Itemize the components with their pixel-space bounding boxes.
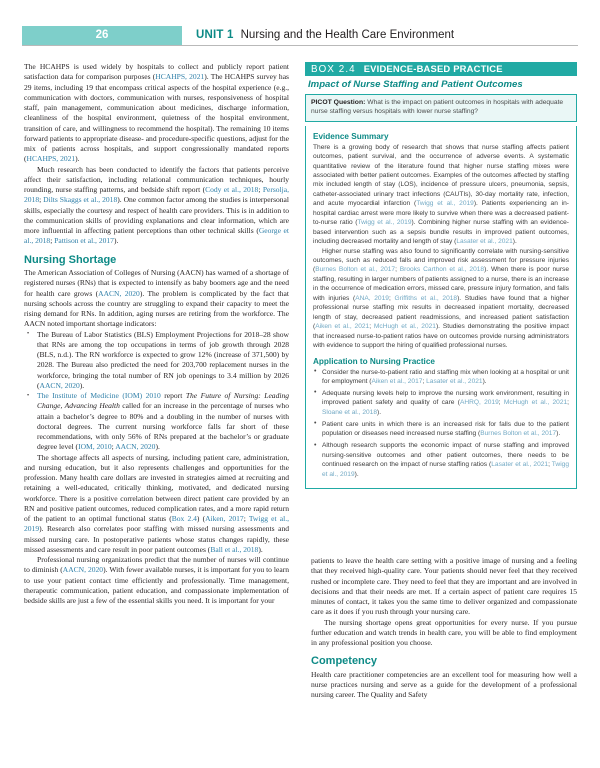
text-run: ; bbox=[111, 442, 116, 452]
text-run: Patient care units in which there is an increased risk for falls due to the patient population or diseases need increased nurse staffing ( bbox=[322, 420, 569, 438]
paragraph-research-factors bbox=[24, 165, 289, 247]
text-run: ). With fewer available nurses, it is important for you to learn to use your patient contact time efficiently and professionally. Time management, therapeutic communication, patient education, and compassionate implementation of bedside skills are just a few of the essential skills you need. It is important for your bbox=[24, 565, 290, 605]
picot-question bbox=[305, 94, 577, 122]
text-run: ). bbox=[377, 408, 382, 416]
citation: Burnes Bolton et al., 2017 bbox=[315, 266, 396, 274]
citation: HCAHPS, 2021 bbox=[155, 72, 205, 82]
paragraph-competency: Health care practitioner competencies are an excellent tool for measuring how well a nurse practices nursing and serve as a guide for the development of a professional nursing career. The Quality and Safety bbox=[311, 669, 577, 700]
citation: McHugh et al., 2021 bbox=[373, 323, 436, 331]
text-run: ). bbox=[512, 238, 517, 246]
citation: Griffiths et al., 2018 bbox=[394, 294, 458, 302]
header-divider bbox=[22, 45, 578, 46]
text-run: ). bbox=[556, 430, 561, 438]
text-run: The HCAHPS is used widely by hospitals to collect and publicly report patient satisfaction data for comparison purposes ( bbox=[24, 62, 289, 82]
text-run: ). Patients experiencing an in-hospital cardiac arrest were more likely to survive when there was a decreased patient-to-nurse ratio ( bbox=[313, 200, 569, 227]
text-run: The Bureau of Labor Statistics (BLS) Employment Projections for 2018–28 show that RNs are among the top occupations in terms of job growth through 2028 (BLS, n.d.). The RN workforce is expected to grow 12% (increase of 371,500) by 2028. The Bureau also predicted the need for 203,700 replacement nurses in the workforce, bringing the total number of RN job openings to 3.4 million by 2026 ( bbox=[37, 329, 289, 390]
list-item bbox=[24, 391, 289, 453]
citation: AACN, 2020 bbox=[39, 380, 80, 390]
unit-label: UNIT 1 bbox=[196, 29, 234, 41]
list-item bbox=[313, 389, 569, 417]
text-run: Adequate nursing levels help to improve the nursing work environment, resulting in improved patient safety and quality of care ( bbox=[322, 389, 569, 407]
text-run: ). bbox=[75, 154, 80, 164]
text-run: ). The problem is complicated by the fact that nursing schools across the country are struggling to expand their capacity to meet the rising demand for RNs. In addition, aging nurses are retiring from the workforce. The AACN noted important shortage indicators: bbox=[24, 288, 290, 329]
text-run: ; bbox=[567, 399, 570, 407]
evidence-paragraph-2 bbox=[313, 247, 569, 351]
citation: The Institute of Medicine (IOM) 2010 bbox=[37, 391, 161, 400]
heading-competency: Competency bbox=[311, 655, 378, 668]
box-kind-label: EVIDENCE-BASED PRACTICE bbox=[363, 63, 503, 74]
text-run: ). bbox=[113, 236, 119, 246]
text-run: ). Research also correlates poor staffing with missed nursing assessments and missed nursing care. In postoperative patients whose status changes rapidly, these missed assessments and care result in poor patient outcomes ( bbox=[24, 524, 289, 554]
text-run: ). The HCAHPS survey has 29 items, including 19 that encompass critical aspects of the hospital experience (e.g., communication with doctors, communication with nurses, responsiveness of hospital staff, pain management, communication about medicines, discharge information, cleanliness of the hospital environment, quietness of the hospital environment, transition of care, and willingness to recommend the hospital). The remaining 10 items forward patients to appropriate disease- and procedure-specific questions, adjust for the mix of patients across hospitals, and support congressionally mandated reports ( bbox=[24, 72, 289, 164]
right-column bbox=[311, 556, 577, 701]
citation: Twigg et al., 2019 bbox=[416, 200, 474, 208]
citation: Pattison et al., 2017 bbox=[54, 236, 114, 246]
text-run: ). Studies have found that a higher professional nurse staffing mix results in decreased inpatient mortality, decreased length of stay, decreased patient readmissions, and increased patient satisfaction ( bbox=[313, 294, 570, 331]
paragraph-opportunities: The nursing shortage opens great opportunities for every nurse. If you pursue further education and watch trends in health care, you will be able to find employment in any professional position you choose. bbox=[311, 617, 577, 647]
application-list bbox=[313, 368, 569, 479]
text-run: ; bbox=[369, 323, 374, 331]
text-run: Although research supports the economic impact of nurse staffing and improved nursing-sensitive outcomes and other patient outcomes, there needs to be continued research on the impact of nurse staffing ratios ( bbox=[322, 442, 569, 469]
citation: Burnes Bolton et al., 2017 bbox=[480, 430, 557, 438]
citation: George et al., 2018 bbox=[24, 226, 289, 246]
text-run: The American Association of Colleges of Nursing (AACN) has warned of a shortage of registered nurses (RNs) that is expected to intensify as baby boomers age and the need for health care grows ( bbox=[24, 268, 289, 298]
citation: Twigg et al., 2019 bbox=[322, 461, 569, 478]
heading-evidence-summary: Evidence Summary bbox=[313, 131, 389, 141]
text-run: ; bbox=[422, 378, 427, 386]
evidence-based-practice-box bbox=[305, 62, 577, 489]
picot-text: What is the impact on patient outcomes in hospitals with adequate nurse staffing versus hospitals with lower nurse staffing? bbox=[311, 99, 564, 116]
text-run: ). bbox=[482, 378, 487, 386]
text-run: ; bbox=[39, 195, 44, 205]
text-run: ). One common factor among the studies is interpersonal skills, especially the courtesy and respect of health care providers. This is in addition to the communication skills of providing explanations and clear information, which are more influential in affecting patient perceptions than other technical skills ( bbox=[24, 195, 289, 235]
text-run: ; bbox=[388, 294, 395, 302]
picot-label: PICOT Question: bbox=[311, 99, 366, 106]
text-run: report bbox=[160, 391, 186, 400]
text-run: called for an increase in the percentage of nurses who attain a bachelor’s degree to 80% and a doubling in the number of nurses with doctoral degrees. The current nursing workforce falls far short of these recommendations, with only 56% of RNs prepared at the bachelor’s or graduate degree level ( bbox=[37, 401, 289, 452]
shortage-indicator-list bbox=[24, 330, 289, 453]
citation: Twigg et al., 2019 bbox=[24, 514, 289, 534]
citation: Lasater et al., 2021 bbox=[456, 238, 513, 246]
paragraph-positive-image: patients to leave the health care setting with a positive image of nursing and a feeling that they received high-quality care. Your patients should never feel that they received rushed or incomplete care. They need to feel that they are important and are involved in decisions and that their needs are met. If a certain aspect of patient care requires 15 minutes of contact, it takes you the same time to deliver organized and compassionate care as it does if you rush through your nursing care. bbox=[311, 556, 577, 617]
text-run: ; bbox=[258, 185, 263, 194]
citation: Lasater et al., 2021 bbox=[426, 378, 483, 386]
citation: Brooks Carthon et al., 2018 bbox=[399, 266, 485, 274]
box-body bbox=[305, 126, 577, 489]
text-run: ). Combining higher nurse staffing with an evidence-based intervention such as a sepsis bundle results in improved patient outcomes, including decreased mortality and length of stay ( bbox=[313, 219, 569, 246]
box-subtitle: Impact of Nurse Staffing and Patient Outcomes bbox=[308, 79, 523, 90]
citation: AACN, 2020 bbox=[98, 288, 140, 298]
citation: Ball et al., 2018 bbox=[210, 544, 259, 554]
box-number: BOX 2.4 bbox=[311, 64, 356, 75]
paragraph-aacn-warning bbox=[24, 268, 289, 330]
citation: AHRQ, 2019 bbox=[459, 399, 499, 407]
text-run: ). bbox=[354, 470, 359, 478]
citation: Aiken et al., 2021 bbox=[315, 323, 370, 331]
citation: AACN, 2020 bbox=[115, 442, 156, 452]
text-run: Much research has been conducted to identify the factors that patients perceive affect their satisfaction, including relational communication techniques, hourly rounding, nurse staffing patterns, and bedside shift report ( bbox=[24, 164, 289, 194]
citation: HCAHPS, 2021 bbox=[26, 154, 76, 164]
book-title: The Future of Nursing: Leading Change, Advancing Health bbox=[37, 391, 289, 411]
text-run: Professional nursing organizations predict that the number of nurses will continue to diminish ( bbox=[24, 555, 289, 575]
text-run: ). bbox=[258, 544, 263, 554]
citation: Lasater et al., 2021 bbox=[491, 461, 549, 469]
citation: McHugh et al., 2021 bbox=[503, 399, 568, 407]
paragraph-hcahps bbox=[24, 62, 289, 165]
text-run: ; bbox=[395, 266, 400, 274]
text-run: Higher nurse staffing was also found to significantly correlate with nursing-sensitive outcomes, such as reduced falls and improved risk assessment for pressure injuries ( bbox=[313, 247, 569, 274]
text-run: There is a growing body of research that shows that nurse staffing affects patient outcomes, patient survival, and the occurrence of adverse events. A systematic quantitative review of the literature found that higher nurse staffing mixes were associated with better patient outcomes. Examples of the outcomes affected by staffing mix included length of stay (LOS), incidence of pressure ulcers, pneumonia, sepsis, catheter-associated urinary tract infections (CAUTIs), 30-day mortality rate, infection, and acute myocardial infarction ( bbox=[313, 143, 569, 208]
citation: Cody et al., 2018 bbox=[205, 185, 259, 194]
box-cross-reference: Box 2.4 bbox=[171, 514, 197, 523]
list-item bbox=[313, 420, 569, 439]
citation: Persolja, 2018 bbox=[24, 185, 290, 205]
unit-title: Nursing and the Health Care Environment bbox=[240, 29, 455, 41]
text-run: The shortage affects all aspects of nursing, including patient care, administration, and nursing education, but it also represents challenges and opportunities for the profession. Many health care dollars are invested in strategies aimed at recruiting and retaining a well-educated, critically thinking, motivated, and dedicated nursing workforce. There is a positive correlation between direct patient care provided by an RN and positive patient outcomes, reduced complication rates, and a more rapid return of the patient to an optimal functional status ( bbox=[24, 452, 289, 523]
text-run: ; bbox=[50, 236, 55, 246]
list-item bbox=[313, 441, 569, 479]
evidence-paragraph-1 bbox=[313, 143, 569, 247]
paragraph-shortage-effects bbox=[24, 453, 289, 556]
citation: ANA, 2019 bbox=[355, 294, 389, 302]
heading-nursing-shortage: Nursing Shortage bbox=[24, 253, 117, 266]
text-run: ; bbox=[243, 514, 249, 523]
text-run: ; bbox=[498, 399, 504, 407]
left-column bbox=[24, 62, 289, 606]
text-run: ). bbox=[79, 380, 85, 390]
citation: AACN, 2020 bbox=[62, 565, 104, 575]
text-run: ; bbox=[548, 461, 552, 469]
page-number: 26 bbox=[95, 29, 109, 41]
text-run: Consider the nurse-to-patient ratio and staffing mix when looking at a hospital or unit for employment ( bbox=[322, 368, 569, 386]
text-run: ). Studies demonstrating the positive impact that increased nurse-to-patient ratios have on outcomes provide nursing administrators with evidence to support the hiring of qualified professional nurses. bbox=[313, 323, 569, 350]
heading-application-to-nursing-practice: Application to Nursing Practice bbox=[313, 356, 435, 366]
box-title-bar bbox=[305, 62, 577, 76]
list-item bbox=[313, 368, 569, 387]
text-run: ). When there is poor nurse staffing, resulting in larger numbers of patients assigned to a nurse, there is an increase in the occurrence of medication errors, missed care, pressure injury formation, and falls with injuries ( bbox=[313, 266, 569, 302]
citation: Aiken, 2017 bbox=[205, 514, 244, 523]
citation: Dilts Skaggs et al., 2018 bbox=[43, 195, 118, 205]
text-run: ) ( bbox=[196, 514, 206, 523]
paragraph-professional-orgs bbox=[24, 555, 289, 606]
list-item bbox=[24, 330, 289, 392]
citation: Aiken et al., 2017 bbox=[371, 378, 423, 386]
running-head bbox=[196, 26, 454, 45]
page-header bbox=[0, 26, 600, 45]
citation: Twigg et al., 2019 bbox=[357, 219, 412, 227]
text-run: ). bbox=[155, 442, 160, 452]
citation: IOM, 2010 bbox=[78, 442, 112, 452]
citation: Sloane et al., 2018 bbox=[322, 408, 377, 416]
